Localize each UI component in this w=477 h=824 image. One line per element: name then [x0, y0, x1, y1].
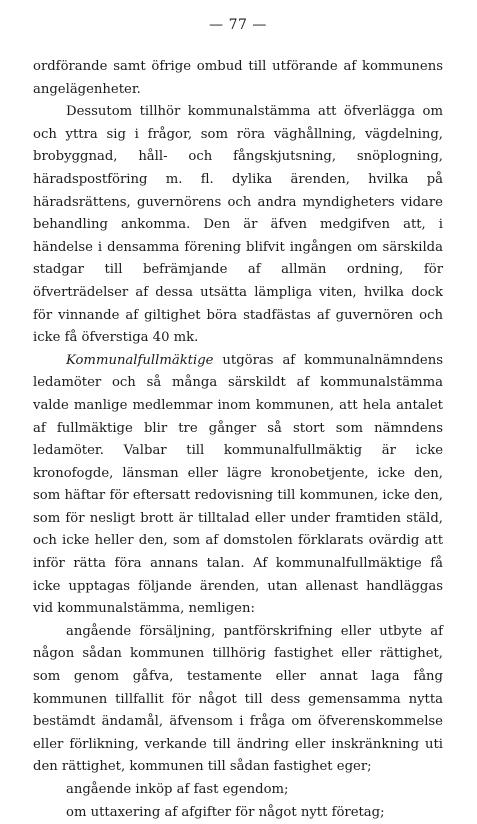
paragraph-text: utgöras af kommunalnämndens ledamöter och så många särskildt af kommunalstämma valde manlige medlemmar inom kommunen, att hela antalet af fullmäktige blir tre gånger så stort som nämndens ledamöter. Valbar till kommunalfullmäktig är icke kronofogde, länsman eller lägre kronobetjente, icke den, som häftar för eftersatt redovisning till kommunen, icke den, som för nesligt brott är tilltalad eller under framtiden stäld, och icke heller den, som af domstolen förklarats ovärdig att inför rätta föra annans talan. Af kommunalfullmäktige få icke upptagas följande ärenden, utan allenast handläggas vid kommunalstämma, nemligen:	[33, 352, 443, 617]
emphasized-term: Kommunalfullmäktige	[66, 352, 214, 368]
list-item-uttaxering: om uttaxering af afgifter för något nytt företag;	[66, 804, 385, 820]
paragraph-kommunalstamma-duties: Dessutom tillhör kommunalstämma att öfverlägga om och yttra sig i frågor, som röra väghållning, vägdelning, brobyggnad, håll- och fångskjutsning, snöplogning, häradspostföring m. fl. dylika ärenden, hvilka på häradsrättens, guvernörens och andra myndigheters vidare behandling ankomma. Den är äfven medgifven att, i händelse i densamma förening blifvit ingången om särskilda stadgar till befrämjande af allmän ordning, för öfverträdelser af dessa utsätta lämpliga viten, hvilka dock för vinnande af giltighet böra stadfästas af guvernören och icke få öfverstiga 40 mk.	[33, 104, 443, 346]
document-page	[33, 14, 443, 824]
paragraph-continuation: ordförande samt öfrige ombud till utförande af kommunens angelägenheter.	[33, 59, 443, 97]
paragraph-kommunalfullmaktige	[33, 350, 443, 621]
list-item-forsaljning: angående försäljning, pantförskrifning eller utbyte af någon sådan kommunen tillhörig fastighet eller rättighet, som genom gåfva, testamente eller annat laga fång kommunen tillfallit för något till dess gemensamma nytta bestämdt ändamål, äfvensom i fråga om öfverenskommelse eller förlikning, verkande till ändring eller inskränkning uti den rättighet, kommunen till sådan fastighet eger;	[33, 623, 443, 775]
page-number: — 77 —	[209, 17, 267, 33]
body-text	[33, 56, 443, 824]
list-item-inkop: angående inköp af fast egendom;	[66, 782, 289, 797]
